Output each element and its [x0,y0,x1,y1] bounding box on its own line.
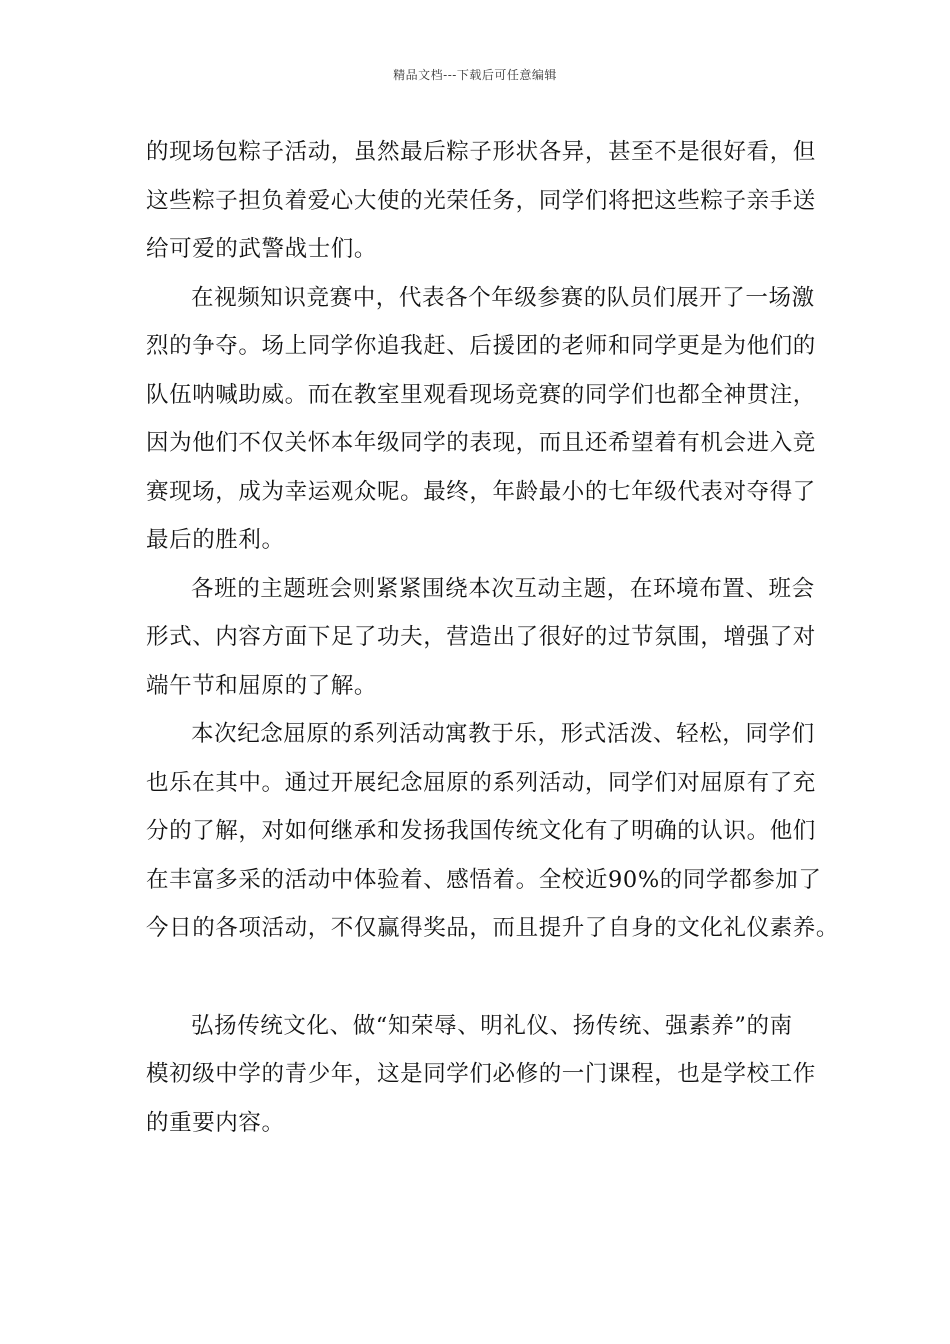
text-line: 赛现场，成为幸运观众呢。最终，年龄最小的七年级代表对夺得了 [146,478,816,505]
text-line: 队伍呐喊助威。而在教室里观看现场竞赛的同学们也都全神贯注， [146,381,816,408]
text-line: 各班的主题班会则紧紧围绕本次互动主题，在环境布置、班会 [191,575,815,602]
paragraph [146,710,840,953]
document-body [146,128,840,1147]
text-line: 今日的各项活动，不仅赢得奖品，而且提升了自身的文化礼仪素养。 [146,915,840,941]
paragraph [146,1002,826,1148]
text-line: 因为他们不仅关怀本年级同学的表现，而且还希望着有机会进入竞 [146,430,816,456]
paragraph [146,565,826,711]
text-line: 这些粽子担负着爱心大使的光荣任务，同学们将把这些粽子亲手送 [146,187,816,214]
paragraph [146,128,826,274]
text-line: 模初级中学的青少年，这是同学们必修的一门课程，也是学校工作 [146,1061,816,1087]
paragraph-gap [146,953,826,1002]
text-line: 的重要内容。 [146,1109,285,1136]
text-line: 在丰富多采的活动中体验着、感悟着。全校近90%的同学都参加了 [146,866,822,893]
text-line: 给可爱的武警战士们。 [146,236,378,262]
text-line: 形式、内容方面下足了功夫，营造出了很好的过节氛围，增强了对 [146,624,816,650]
text-line: 烈的争夺。场上同学你追我赶、后援团的老师和同学更是为他们的 [146,333,816,359]
text-line: 也乐在其中。通过开展纪念屈原的系列活动，同学们对屈原有了充 [146,769,816,796]
text-line: 本次纪念屈原的系列活动寓教于乐，形式活泼、轻松，同学们 [191,721,815,747]
text-line: 最后的胜利。 [146,527,285,553]
text-line: 的现场包粽子活动，虽然最后粽子形状各异，甚至不是很好看，但 [146,139,816,165]
text-line: 在视频知识竞赛中，代表各个年级参赛的队员们展开了一场激 [191,284,815,311]
paragraph [146,274,826,565]
text-line: 分的了解，对如何继承和发扬我国传统文化有了明确的认识。他们 [146,818,816,844]
text-line: 端午节和屈原的了解。 [146,672,378,699]
text-line: 弘扬传统文化、做“知荣辱、明礼仪、扬传统、强素养”的南 [191,1012,793,1039]
page-header: 精品文档---下载后可任意编辑 [393,68,557,82]
